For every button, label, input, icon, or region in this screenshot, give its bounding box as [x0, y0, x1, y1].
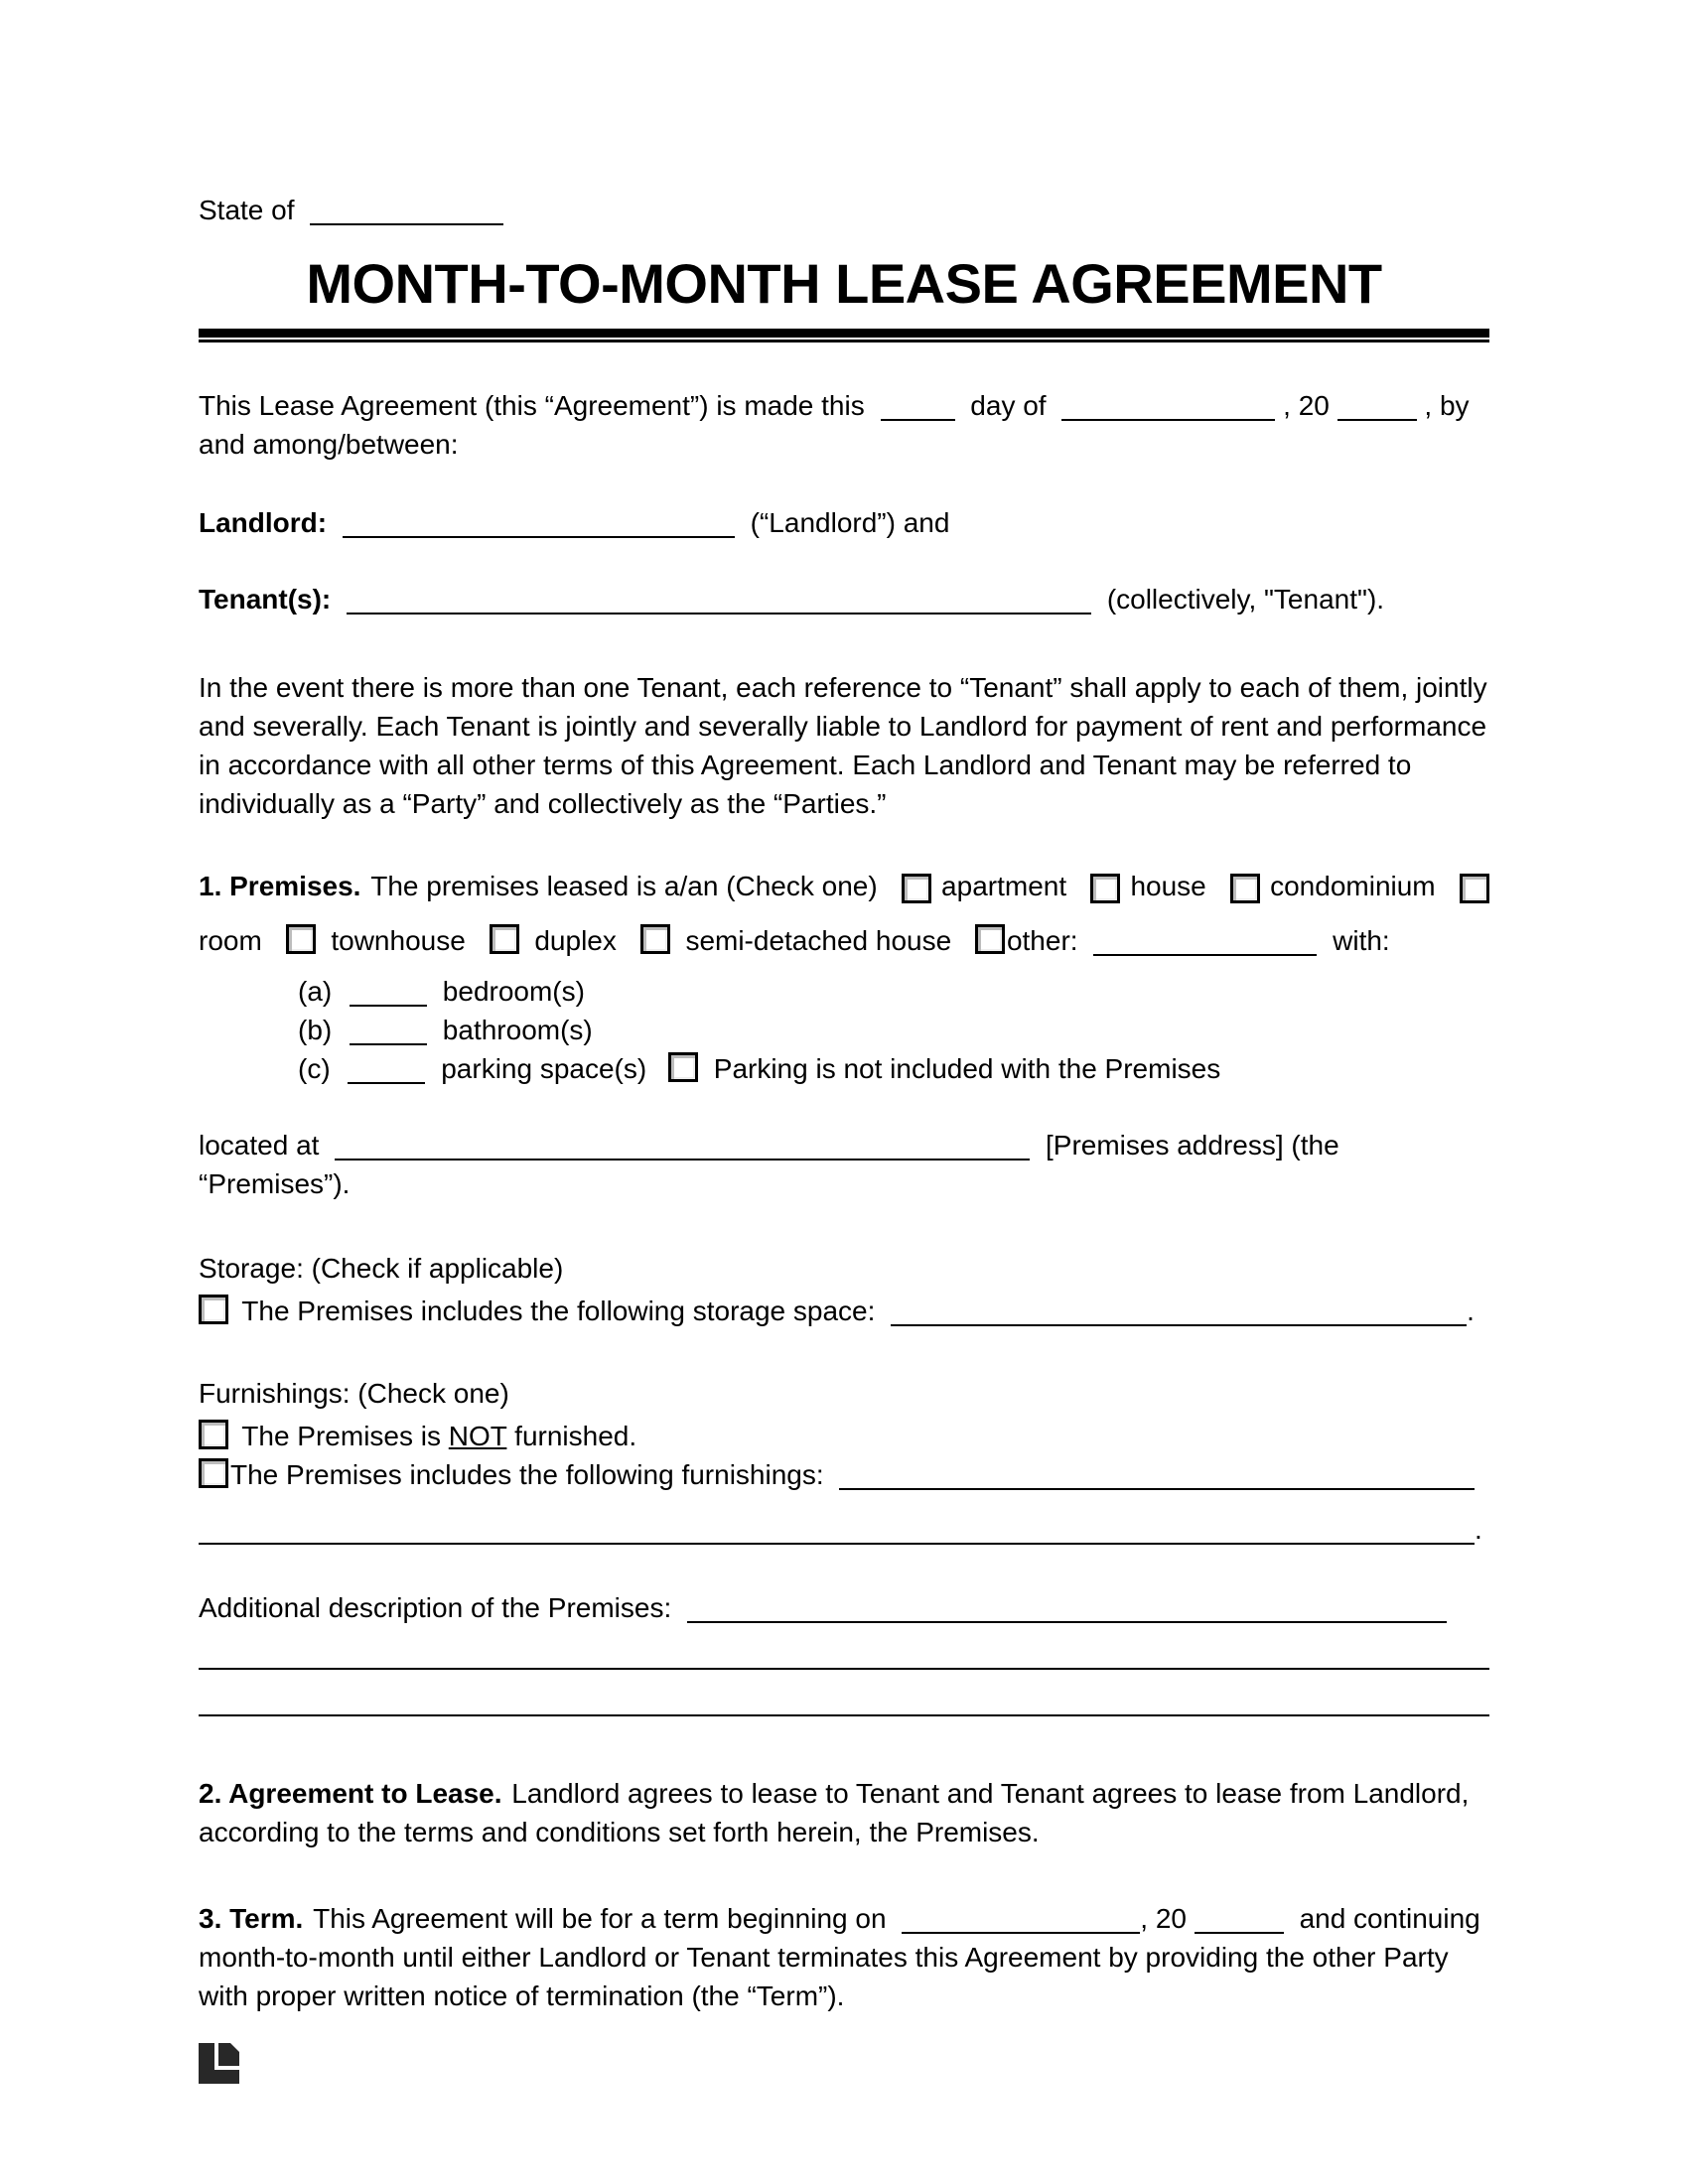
storage-space-field[interactable]: [891, 1298, 1467, 1326]
month-blank-field[interactable]: [1061, 393, 1275, 421]
located-at-line: [199, 1126, 1489, 1203]
premises-number: 1. Premises.: [199, 871, 361, 901]
joint-liability-paragraph: In the event there is more than one Tenant, each reference to “Tenant” shall apply to each of them, jointly and severally. Each Tenant is jointly and severally liable to Landlord for payment of rent and performance in accordance with all other terms of this Agreement. Each Landlord and Tenant may be referred to individually as a “Party” and collectively as the “Parties.”: [199, 672, 1487, 819]
term-number: 3. Term.: [199, 1903, 304, 1934]
house-label: house: [1130, 871, 1206, 901]
option-house: [1090, 867, 1205, 905]
parking-index: (c): [298, 1053, 331, 1084]
option-apartment: [902, 867, 1066, 905]
bathrooms-count-field[interactable]: [350, 1018, 427, 1045]
agreement-to-lease-text: Landlord agrees to lease to Tenant and Tenant agrees to lease from Landlord, according to the terms and conditions set forth herein, the Premises.: [199, 1778, 1470, 1847]
located-at-suffix: [Premises address] (the “Premises”).: [199, 1130, 1339, 1199]
condominium-checkbox[interactable]: [1230, 874, 1260, 903]
not-furnished-row: [199, 1417, 1489, 1455]
term-comma-20: , 20: [1140, 1903, 1187, 1934]
additional-description-field-3[interactable]: [199, 1689, 1489, 1716]
landlord-suffix: (“Landlord”) and: [750, 507, 950, 538]
additional-description-line: [199, 1588, 1489, 1627]
term-start-date-field[interactable]: [902, 1906, 1140, 1934]
semi-detached-checkbox[interactable]: [640, 924, 670, 954]
day-blank-field[interactable]: [881, 393, 955, 421]
term-before-date: This Agreement will be for a term beginning on: [313, 1903, 887, 1934]
room-label: room: [199, 925, 262, 956]
premises-address-field[interactable]: [335, 1133, 1030, 1160]
townhouse-label: townhouse: [331, 925, 466, 956]
bathrooms-row: [199, 1011, 1489, 1049]
bedrooms-index: (a): [298, 976, 333, 1007]
term-paragraph: [199, 1899, 1489, 2015]
no-parking-checkbox[interactable]: [668, 1052, 698, 1082]
bedrooms-count-field[interactable]: [350, 979, 427, 1007]
furnished-option-label: The Premises includes the following furnishings:: [230, 1459, 824, 1490]
tenants-label: Tenant(s):: [199, 584, 332, 614]
bathrooms-index: (b): [298, 1015, 333, 1045]
storage-option-row: [199, 1292, 1489, 1330]
furnished-row: [199, 1455, 1489, 1494]
additional-description-row2: [199, 1635, 1489, 1674]
not-furnished-pre: The Premises is: [241, 1421, 441, 1451]
landlord-label: Landlord:: [199, 507, 328, 538]
landlord-name-field[interactable]: [343, 510, 735, 538]
option-condominium: [1230, 867, 1436, 905]
tenants-line: [199, 580, 1489, 618]
landlord-line: [199, 503, 1489, 542]
with-label: with:: [1333, 925, 1390, 956]
house-checkbox[interactable]: [1090, 874, 1120, 903]
intro-text-day-of: day of: [970, 390, 1047, 421]
premises-lead-text: The premises leased is a/an (Check one): [370, 871, 878, 901]
state-blank-field[interactable]: [310, 198, 503, 225]
duplex-checkbox[interactable]: [490, 924, 519, 954]
furnishings-field[interactable]: [839, 1462, 1475, 1490]
bathrooms-label: bathroom(s): [442, 1015, 593, 1045]
other-label: other:: [1006, 925, 1078, 956]
title-rule: [199, 329, 1489, 342]
intro-text-comma-20: , 20: [1283, 390, 1330, 421]
tenants-suffix: (collectively, "Tenant").: [1106, 584, 1385, 614]
furnishings-heading: Furnishings: (Check one): [199, 1378, 509, 1409]
tenants-names-field[interactable]: [347, 587, 1091, 614]
document-title: MONTH-TO-MONTH LEASE AGREEMENT: [306, 252, 1382, 315]
premises-options-line1: [199, 867, 1489, 905]
intro-text-made-this: This Lease Agreement (this “Agreement”) is made this: [199, 390, 865, 421]
state-of-label: State of: [199, 195, 295, 225]
storage-period: .: [1467, 1296, 1475, 1326]
intro-text-by-and: , by and among/between:: [199, 390, 1470, 460]
bedrooms-label: bedroom(s): [442, 976, 585, 1007]
premises-lead: [199, 867, 878, 905]
furnishings-period: .: [1475, 1514, 1482, 1545]
furnishings-continuation-row: [199, 1510, 1489, 1549]
state-line: [199, 191, 1489, 229]
semi-detached-label: semi-detached house: [685, 925, 952, 956]
year-blank-field[interactable]: [1337, 393, 1417, 421]
term-start-year-field[interactable]: [1195, 1906, 1284, 1934]
other-checkbox[interactable]: [975, 924, 1005, 954]
not-furnished-not: NOT: [448, 1421, 507, 1451]
additional-description-field[interactable]: [687, 1595, 1447, 1623]
legal-templates-logo-icon: [199, 2043, 239, 2084]
duplex-label: duplex: [534, 925, 617, 956]
townhouse-checkbox[interactable]: [286, 924, 316, 954]
parking-row: [199, 1049, 1489, 1088]
bedrooms-row: [199, 972, 1489, 1011]
condominium-label: condominium: [1270, 871, 1436, 901]
agreement-to-lease-paragraph: [199, 1774, 1489, 1851]
legal-templates-logo: [199, 2043, 239, 2084]
storage-option-label: The Premises includes the following storage space:: [241, 1296, 876, 1326]
furnishings-continuation-field[interactable]: [199, 1517, 1475, 1545]
room-checkbox[interactable]: [1460, 874, 1489, 903]
not-furnished-post: furnished.: [514, 1421, 637, 1451]
located-at-label: located at: [199, 1130, 320, 1160]
parking-label: parking space(s): [441, 1053, 647, 1084]
apartment-checkbox[interactable]: [902, 874, 931, 903]
furnished-checkbox[interactable]: [199, 1458, 228, 1488]
additional-description-row3: [199, 1682, 1489, 1720]
apartment-label: apartment: [941, 871, 1067, 901]
agreement-to-lease-number: 2. Agreement to Lease.: [199, 1778, 502, 1809]
premises-detail-list: [199, 972, 1489, 1088]
term-after-year: and continuing month-to-month until either Landlord or Tenant terminates this Agreement by providing the other Party with proper written notice of termination (the “Term”).: [199, 1903, 1480, 2011]
other-blank-field[interactable]: [1093, 928, 1317, 956]
not-furnished-checkbox[interactable]: [199, 1420, 228, 1449]
no-parking-label: Parking is not included with the Premises: [713, 1053, 1221, 1084]
parking-count-field[interactable]: [348, 1056, 425, 1084]
additional-description-label: Additional description of the Premises:: [199, 1592, 672, 1623]
intro-paragraph: [199, 386, 1489, 464]
storage-checkbox[interactable]: [199, 1295, 228, 1324]
premises-options-line2: [199, 921, 1489, 960]
storage-heading: Storage: (Check if applicable): [199, 1253, 564, 1284]
additional-description-field-2[interactable]: [199, 1642, 1489, 1670]
